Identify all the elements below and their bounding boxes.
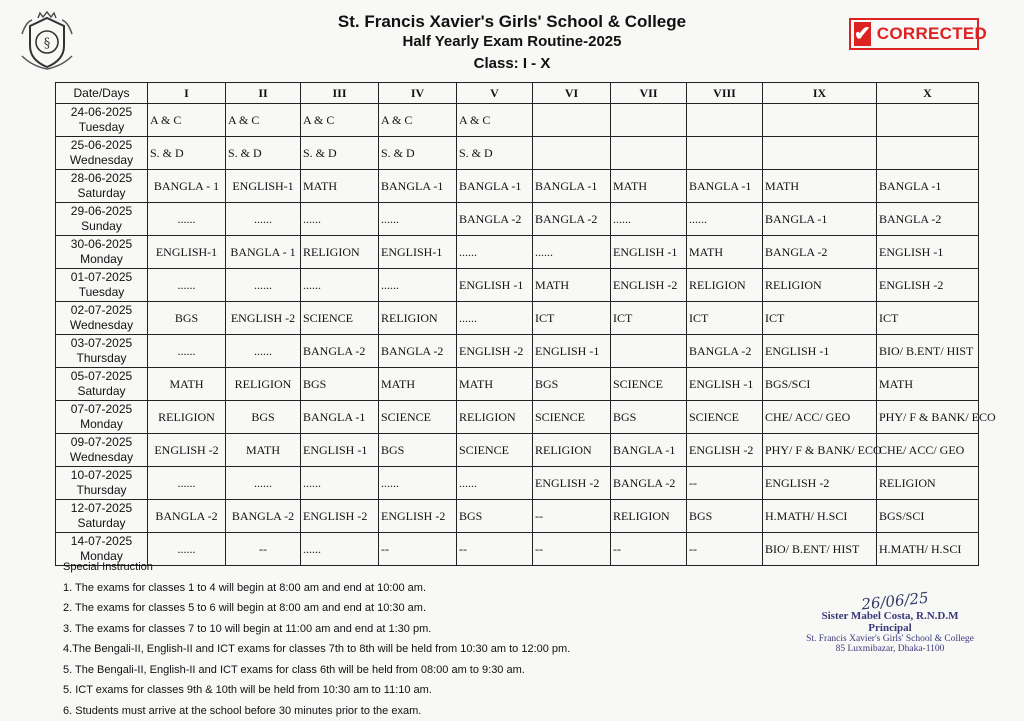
subject-cell: BANGLA -2 [533, 203, 611, 236]
subject-cell: MATH [611, 170, 687, 203]
instruction-item: 3. The exams for classes 7 to 10 will begin at 11:00 am and end at 1:30 pm. [63, 619, 570, 640]
subject-cell: ...... [687, 203, 763, 236]
principal-title: Principal [805, 622, 975, 634]
day-text: Monday [58, 417, 145, 432]
header-class: VIII [687, 83, 763, 104]
subject-cell: ENGLISH -2 [687, 434, 763, 467]
subject-cell: MATH [533, 269, 611, 302]
subject-cell [763, 104, 877, 137]
date-text: 25-06-2025 [58, 138, 145, 153]
subject-cell: H.MATH/ H.SCI [763, 500, 877, 533]
date-text: 03-07-2025 [58, 336, 145, 351]
subject-cell: BGS [301, 368, 379, 401]
header-class: VI [533, 83, 611, 104]
subject-cell: S. & D [379, 137, 457, 170]
school-crest-icon [18, 12, 76, 70]
subject-cell: CHE/ ACC/ GEO [763, 401, 877, 434]
header-class: IX [763, 83, 877, 104]
subject-cell: ENGLISH -2 [301, 500, 379, 533]
subject-cell: BANGLA -1 [687, 170, 763, 203]
stamp-label: CORRECTED [877, 24, 987, 44]
subject-cell: SCIENCE [687, 401, 763, 434]
subject-cell: BANGLA -1 [763, 203, 877, 236]
subject-cell: S. & D [148, 137, 226, 170]
subject-cell: RELIGION [877, 467, 979, 500]
subject-cell: ICT [877, 302, 979, 335]
date-text: 12-07-2025 [58, 501, 145, 516]
subject-cell: BANGLA -2 [148, 500, 226, 533]
subject-cell [687, 137, 763, 170]
subject-cell: RELIGION [533, 434, 611, 467]
day-text: Saturday [58, 186, 145, 201]
date-cell [56, 269, 148, 302]
principal-name: Sister Mabel Costa, R.N.D.M [805, 610, 975, 622]
subject-cell: ENGLISH -2 [457, 335, 533, 368]
header-class: IV [379, 83, 457, 104]
day-text: Tuesday [58, 285, 145, 300]
day-text: Wednesday [58, 318, 145, 333]
instructions-heading: Special Instruction [63, 557, 570, 578]
subject-cell [611, 104, 687, 137]
table-row [56, 368, 979, 401]
subject-cell: ...... [301, 533, 379, 566]
subject-cell: A & C [226, 104, 301, 137]
school-address: 85 Luxmibazar, Dhaka-1100 [805, 644, 975, 654]
class-range: Class: I - X [200, 55, 824, 72]
subject-cell: ENGLISH -1 [301, 434, 379, 467]
subject-cell: ...... [379, 203, 457, 236]
subject-cell: ...... [148, 203, 226, 236]
subject-cell: BIO/ B.ENT/ HIST [877, 335, 979, 368]
subject-cell: -- [687, 533, 763, 566]
subject-cell: ...... [301, 467, 379, 500]
table-row [56, 335, 979, 368]
subject-cell: BANGLA -2 [611, 467, 687, 500]
subject-cell: RELIGION [301, 236, 379, 269]
subject-cell: ICT [763, 302, 877, 335]
subject-cell: ...... [148, 335, 226, 368]
subject-cell: ...... [226, 467, 301, 500]
subject-cell: BGS [687, 500, 763, 533]
subject-cell: ...... [301, 269, 379, 302]
principal-signature-block [805, 592, 975, 654]
subject-cell: BANGLA -1 [301, 401, 379, 434]
day-text: Monday [58, 549, 145, 564]
subject-cell: S. & D [301, 137, 379, 170]
subject-cell: ENGLISH -1 [611, 236, 687, 269]
instruction-item: 5. The Bengali-II, English-II and ICT exams for class 6th will be held from 08:00 am to 9:30 am. [63, 660, 570, 681]
date-cell [56, 335, 148, 368]
subject-cell: H.MATH/ H.SCI [877, 533, 979, 566]
subject-cell: SCIENCE [379, 401, 457, 434]
subject-cell: BGS [148, 302, 226, 335]
subject-cell: PHY/ F & BANK/ ECO [877, 401, 979, 434]
subject-cell: ENGLISH -2 [763, 467, 877, 500]
subject-cell: BGS [611, 401, 687, 434]
school-name: St. Francis Xavier's Girls' School & College [200, 12, 824, 32]
subject-cell: BANGLA -1 [379, 170, 457, 203]
subject-cell: -- [533, 500, 611, 533]
subject-cell: ...... [301, 203, 379, 236]
header-date: Date/Days [56, 83, 148, 104]
subject-cell: BGS [379, 434, 457, 467]
subject-cell: SCIENCE [533, 401, 611, 434]
day-text: Tuesday [58, 120, 145, 135]
subject-cell: ENGLISH -1 [763, 335, 877, 368]
subject-cell: ...... [226, 335, 301, 368]
subject-cell: ...... [379, 467, 457, 500]
subject-cell: MATH [457, 368, 533, 401]
table-row [56, 104, 979, 137]
subject-cell: RELIGION [148, 401, 226, 434]
day-text: Sunday [58, 219, 145, 234]
table-row [56, 269, 979, 302]
date-text: 14-07-2025 [58, 534, 145, 549]
date-cell [56, 170, 148, 203]
subject-cell: BANGLA -2 [226, 500, 301, 533]
subject-cell: BANGLA -2 [877, 203, 979, 236]
subject-cell: BANGLA -2 [763, 236, 877, 269]
subject-cell: ...... [457, 302, 533, 335]
header-class: II [226, 83, 301, 104]
subject-cell: -- [533, 533, 611, 566]
subject-cell: ENGLISH -2 [611, 269, 687, 302]
subject-cell: MATH [877, 368, 979, 401]
subject-cell: ...... [457, 467, 533, 500]
table-header-row [56, 83, 979, 104]
date-cell [56, 500, 148, 533]
table-row [56, 137, 979, 170]
date-cell [56, 104, 148, 137]
subject-cell: ENGLISH -1 [687, 368, 763, 401]
subject-cell: BGS [457, 500, 533, 533]
subject-cell: BANGLA -1 [611, 434, 687, 467]
subject-cell: MATH [379, 368, 457, 401]
svg-text:§: § [44, 36, 51, 51]
subject-cell: ...... [226, 203, 301, 236]
date-text: 07-07-2025 [58, 402, 145, 417]
subject-cell: ...... [226, 269, 301, 302]
subject-cell: MATH [148, 368, 226, 401]
subject-cell: ENGLISH -2 [533, 467, 611, 500]
date-cell [56, 302, 148, 335]
subject-cell: ICT [533, 302, 611, 335]
exam-title: Half Yearly Exam Routine-2025 [200, 33, 824, 50]
date-text: 29-06-2025 [58, 204, 145, 219]
subject-cell [687, 104, 763, 137]
date-cell [56, 137, 148, 170]
day-text: Saturday [58, 384, 145, 399]
date-text: 05-07-2025 [58, 369, 145, 384]
subject-cell: A & C [301, 104, 379, 137]
subject-cell [611, 335, 687, 368]
subject-cell: SCIENCE [301, 302, 379, 335]
day-text: Thursday [58, 351, 145, 366]
instruction-item: 2. The exams for classes 5 to 6 will begin at 8:00 am and end at 10:30 am. [63, 598, 570, 619]
subject-cell: -- [687, 467, 763, 500]
date-text: 28-06-2025 [58, 171, 145, 186]
subject-cell: S. & D [226, 137, 301, 170]
corrected-stamp [849, 18, 979, 50]
handwritten-signature: 26/06/25 [814, 584, 975, 619]
date-cell [56, 467, 148, 500]
subject-cell [611, 137, 687, 170]
subject-cell: A & C [148, 104, 226, 137]
subject-cell: ENGLISH -2 [877, 269, 979, 302]
school-org: St. Francis Xavier's Girls' School & College [805, 634, 975, 644]
subject-cell: BANGLA -2 [301, 335, 379, 368]
subject-cell: ...... [457, 236, 533, 269]
subject-cell: A & C [457, 104, 533, 137]
subject-cell: PHY/ F & BANK/ ECO [763, 434, 877, 467]
subject-cell: BGS/SCI [763, 368, 877, 401]
subject-cell [533, 104, 611, 137]
header-class: X [877, 83, 979, 104]
table-row [56, 170, 979, 203]
subject-cell: ...... [611, 203, 687, 236]
subject-cell: ENGLISH -1 [457, 269, 533, 302]
subject-cell: RELIGION [457, 401, 533, 434]
day-text: Saturday [58, 516, 145, 531]
instruction-item: 5. ICT exams for classes 9th & 10th will be held from 10:30 am to 11:10 am. [63, 680, 570, 701]
subject-cell [533, 137, 611, 170]
subject-cell: BANGLA -2 [457, 203, 533, 236]
subject-cell: RELIGION [379, 302, 457, 335]
header-class: V [457, 83, 533, 104]
exam-routine-table [55, 82, 979, 566]
subject-cell: ENGLISH -1 [877, 236, 979, 269]
date-text: 24-06-2025 [58, 105, 145, 120]
subject-cell [877, 137, 979, 170]
subject-cell: BGS [533, 368, 611, 401]
table-row [56, 467, 979, 500]
header-class: VII [611, 83, 687, 104]
subject-cell: BANGLA -2 [687, 335, 763, 368]
subject-cell: -- [611, 533, 687, 566]
subject-cell: SCIENCE [457, 434, 533, 467]
subject-cell: SCIENCE [611, 368, 687, 401]
subject-cell: ENGLISH -2 [148, 434, 226, 467]
subject-cell: ...... [148, 269, 226, 302]
header-class: III [301, 83, 379, 104]
day-text: Thursday [58, 483, 145, 498]
special-instructions [63, 557, 570, 721]
subject-cell: ICT [687, 302, 763, 335]
date-cell [56, 401, 148, 434]
subject-cell: ICT [611, 302, 687, 335]
subject-cell: ENGLISH-1 [226, 170, 301, 203]
day-text: Wednesday [58, 450, 145, 465]
instruction-item: 1. The exams for classes 1 to 4 will begin at 8:00 am and end at 10:00 am. [63, 578, 570, 599]
subject-cell: ENGLISH -2 [379, 500, 457, 533]
subject-cell: RELIGION [687, 269, 763, 302]
subject-cell [763, 137, 877, 170]
subject-cell: BANGLA - 1 [148, 170, 226, 203]
subject-cell: CHE/ ACC/ GEO [877, 434, 979, 467]
table-row [56, 302, 979, 335]
subject-cell: A & C [379, 104, 457, 137]
subject-cell: BGS/SCI [877, 500, 979, 533]
subject-cell: BANGLA -1 [533, 170, 611, 203]
date-text: 01-07-2025 [58, 270, 145, 285]
date-text: 10-07-2025 [58, 468, 145, 483]
date-text: 30-06-2025 [58, 237, 145, 252]
date-text: 02-07-2025 [58, 303, 145, 318]
subject-cell: MATH [301, 170, 379, 203]
subject-cell: MATH [226, 434, 301, 467]
subject-cell: ENGLISH -1 [533, 335, 611, 368]
subject-cell: -- [226, 533, 301, 566]
day-text: Monday [58, 252, 145, 267]
subject-cell: BANGLA -1 [877, 170, 979, 203]
subject-cell: -- [457, 533, 533, 566]
date-cell [56, 368, 148, 401]
date-cell [56, 203, 148, 236]
subject-cell: ...... [148, 533, 226, 566]
table-row [56, 236, 979, 269]
subject-cell: ...... [379, 269, 457, 302]
instruction-item: 6. Students must arrive at the school before 30 minutes prior to the exam. [63, 701, 570, 721]
table-row [56, 434, 979, 467]
subject-cell: S. & D [457, 137, 533, 170]
date-cell [56, 236, 148, 269]
subject-cell: RELIGION [611, 500, 687, 533]
subject-cell: -- [379, 533, 457, 566]
subject-cell [877, 104, 979, 137]
subject-cell: BANGLA -2 [379, 335, 457, 368]
instruction-item: 4.The Bengali-II, English-II and ICT exams for classes 7th to 8th will be held from 10:30 am to 12:00 pm. [63, 639, 570, 660]
subject-cell: ENGLISH -2 [226, 302, 301, 335]
subject-cell: ...... [148, 467, 226, 500]
table-row [56, 500, 979, 533]
subject-cell: MATH [763, 170, 877, 203]
subject-cell: BANGLA -1 [457, 170, 533, 203]
subject-cell: BIO/ B.ENT/ HIST [763, 533, 877, 566]
day-text: Wednesday [58, 153, 145, 168]
header-class: I [148, 83, 226, 104]
table-row [56, 401, 979, 434]
subject-cell: RELIGION [226, 368, 301, 401]
date-cell [56, 434, 148, 467]
subject-cell: ...... [533, 236, 611, 269]
date-text: 09-07-2025 [58, 435, 145, 450]
subject-cell: RELIGION [763, 269, 877, 302]
subject-cell: BGS [226, 401, 301, 434]
subject-cell: BANGLA - 1 [226, 236, 301, 269]
check-icon: ✔ [854, 22, 871, 46]
subject-cell: ENGLISH-1 [379, 236, 457, 269]
subject-cell: ENGLISH-1 [148, 236, 226, 269]
subject-cell: MATH [687, 236, 763, 269]
table-row [56, 203, 979, 236]
